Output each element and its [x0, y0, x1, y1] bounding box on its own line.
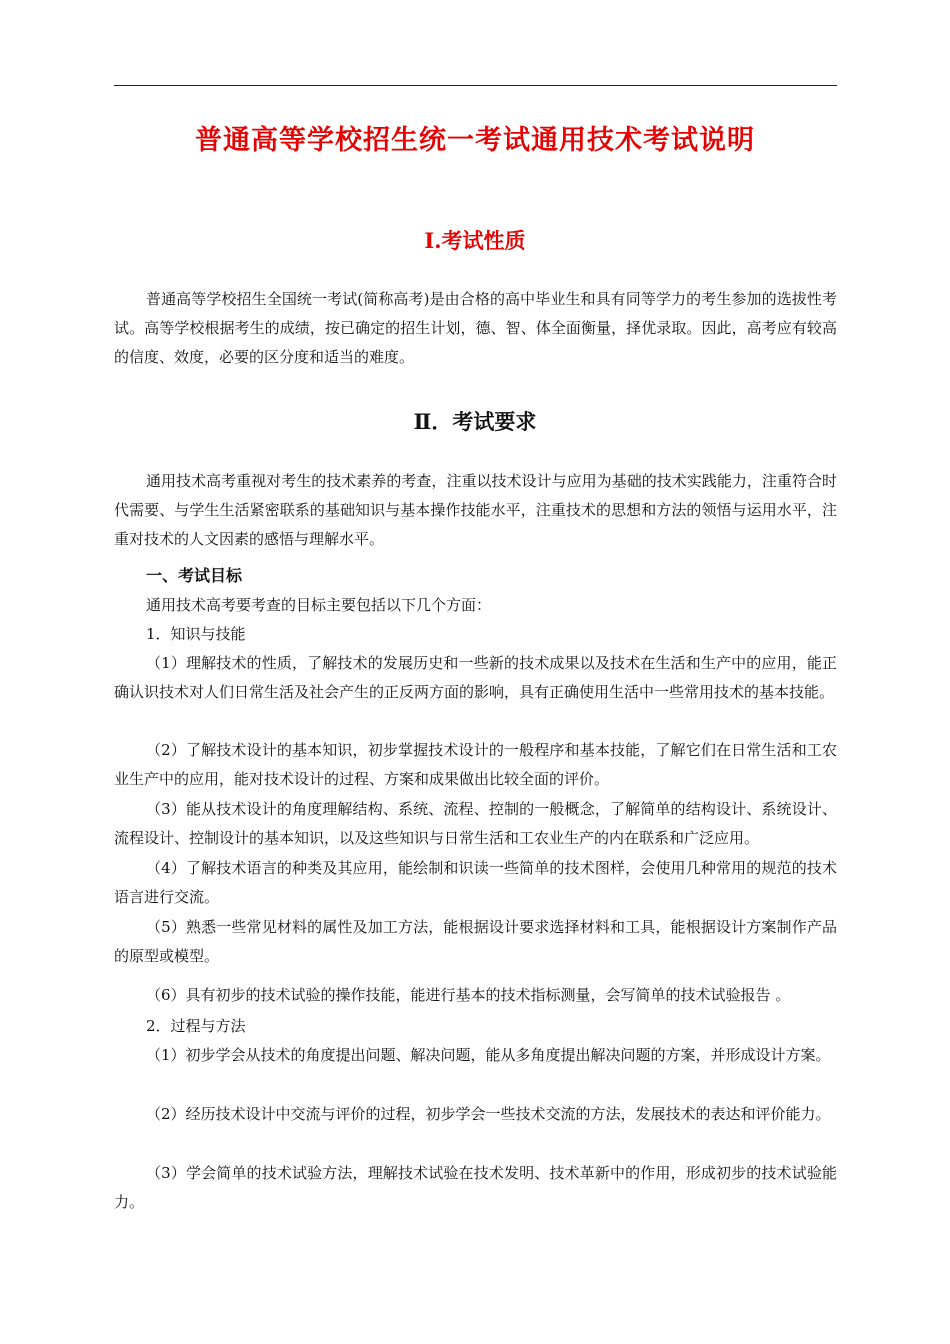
part-title-process-methods: 2．过程与方法 — [146, 1017, 246, 1035]
list-item: （2）经历技术设计中交流与评价的过程，初步学会一些技术交流的方法，发展技术的表达和评价能力。 — [146, 1105, 831, 1123]
section-heading-exam-nature: Ⅰ.考试性质 — [424, 228, 526, 253]
list-item: （3）能从技术设计的角度理解结构、系统、流程、控制的一般概念，了解简单的结构设计、系统设计、流程设计、控制设计的基本知识，以及这些知识与日常生活和工农业生产的内在联系和广泛应用。 — [114, 800, 837, 847]
list-item: （5）熟悉一些常见材料的属性及加工方法，能根据设计要求选择材料和工具，能根据设计方案制作产品的原型或模型。 — [114, 918, 837, 965]
list-item: （2）了解技术设计的基本知识，初步掌握技术设计的一般程序和基本技能，了解它们在日常生活和工农业生产中的应用，能对技术设计的过程、方案和成果做出比较全面的评价。 — [114, 741, 837, 788]
header-rule — [114, 85, 837, 86]
objectives-intro: 通用技术高考要考查的目标主要包括以下几个方面： — [146, 596, 492, 614]
document-title: 普通高等学校招生统一考试通用技术考试说明 — [195, 125, 755, 156]
paragraph-exam-nature: 普通高等学校招生全国统一考试(简称高考)是由合格的高中毕业生和具有同等学力的考生参加的选拔性考试。高等学校根据考生的成绩，按已确定的招生计划，德、智、体全面衡量，择优录取。因此，高考应有较高的信度、效度，必要的区分度和适当的难度。 — [114, 290, 837, 366]
section-heading-exam-requirements: Ⅱ．考试要求 — [413, 409, 537, 434]
part-title-knowledge-skills: 1．知识与技能 — [146, 625, 246, 643]
subheading-exam-objectives: 一、考试目标 — [146, 566, 243, 585]
list-item: （6）具有初步的技术试验的操作技能，能进行基本的技术指标测量，会写简单的技术试验报告 。 — [146, 986, 791, 1004]
list-item: （1）理解技术的性质，了解技术的发展历史和一些新的技术成果以及技术在生活和生产中的应用，能正确认识技术对人们日常生活及社会产生的正反两方面的影响，具有正确使用生活中一些常用技术的基本技能。 — [114, 654, 837, 701]
list-item: （1）初步学会从技术的角度提出问题、解决问题，能从多角度提出解决问题的方案，并形成设计方案。 — [146, 1046, 831, 1064]
paragraph-exam-requirements: 通用技术高考重视对考生的技术素养的考查，注重以技术设计与应用为基础的技术实践能力，注重符合时代需要、与学生生活紧密联系的基础知识与基本操作技能水平，注重技术的思想和方法的领悟与运用水平，注重对技术的人文因素的感悟与理解水平。 — [114, 472, 837, 548]
list-item: （4）了解技术语言的种类及其应用，能绘制和识读一些简单的技术图样，会使用几种常用的规范的技术语言进行交流。 — [114, 859, 837, 906]
list-item: （3）学会简单的技术试验方法，理解技术试验在技术发明、技术革新中的作用，形成初步的技术试验能力。 — [114, 1164, 837, 1211]
